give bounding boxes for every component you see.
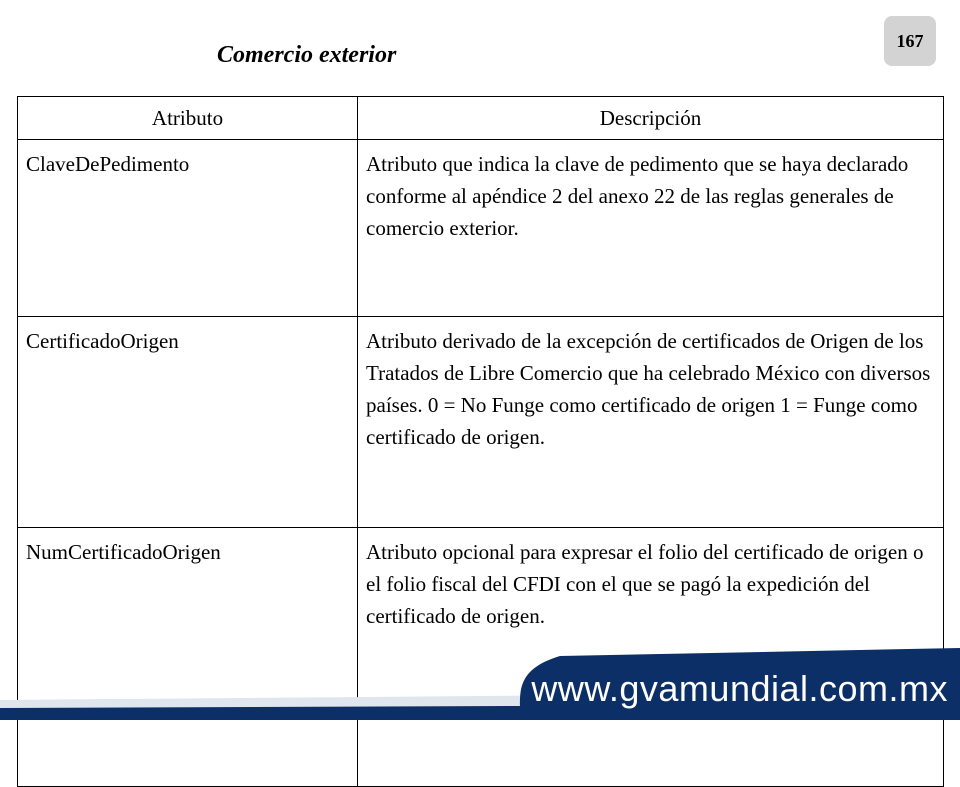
table-row: [18, 317, 944, 528]
description-cell: Atributo opcional para expresar el folio del certificado de origen o el folio fiscal del CFDI con el que se pagó la expedición del certificado de origen.: [358, 528, 944, 787]
attribute-cell: CertificadoOrigen: [18, 317, 358, 528]
attribute-cell: NumCertificadoOrigen: [18, 528, 358, 787]
page-number: 167: [896, 30, 924, 51]
table-header-row: [18, 97, 944, 140]
page-title: Comercio exterior: [217, 42, 397, 68]
page-number-badge: [884, 16, 936, 66]
table-row: [18, 140, 944, 317]
column-header-attribute: Atributo: [18, 97, 358, 140]
description-cell: Atributo derivado de la excepción de certificados de Origen de los Tratados de Libre Comercio que ha celebrado México con diversos países. 0 = No Funge como certificado de origen 1 = Funge como certificado de origen.: [358, 317, 944, 528]
column-header-description: Descripción: [358, 97, 944, 140]
description-cell: Atributo que indica la clave de pedimento que se haya declarado conforme al apéndice 2 del anexo 22 de las reglas generales de comercio exterior.: [358, 140, 944, 317]
attribute-cell: ClaveDePedimento: [18, 140, 358, 317]
website-url[interactable]: www.gvamundial.com.mx: [531, 668, 948, 709]
